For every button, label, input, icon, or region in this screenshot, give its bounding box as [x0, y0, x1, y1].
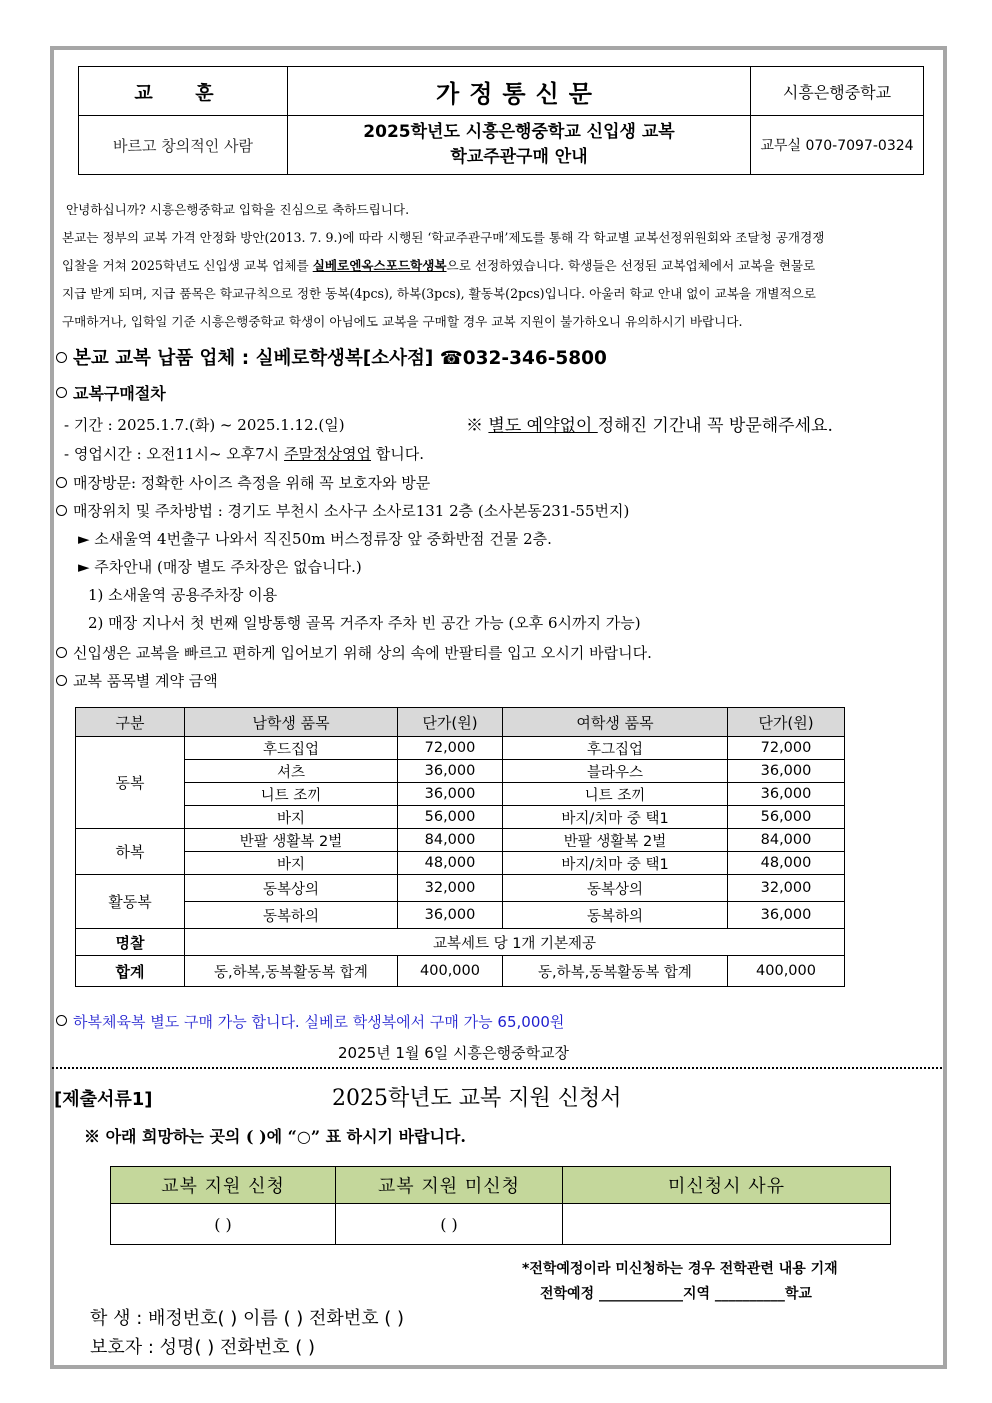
group-summer: 하복	[76, 829, 185, 875]
table-cell: 반팔 생활복 2벌	[503, 829, 728, 852]
col-category: 구분	[76, 708, 185, 737]
intro-line-1: 본교는 정부의 교복 가격 안정화 방안(2013. 7. 9.)에 따라 시행된 ‘학교주관구매’제도를 통해 각 학교별 교복선정위원회와 조달청 공개경쟁	[62, 230, 825, 245]
store-location: 매장위치 및 주차방법 : 경기도 부천시 소사구 소사로131 2층 (소사본동231-55번지)	[56, 500, 629, 521]
table-cell: 바지/치마 중 택1	[503, 806, 728, 829]
purchase-period: - 기간 : 2025.1.7.(화) ~ 2025.1.12.(일)	[64, 416, 345, 434]
name-tag-desc: 교복세트 당 1개 기본제공	[185, 929, 845, 956]
table-cell: 바지	[185, 806, 398, 829]
document-title: 가정통신문	[288, 67, 751, 116]
not-apply-checkbox[interactable]: ( )	[336, 1204, 563, 1245]
intro-text	[62, 196, 950, 336]
reason-field[interactable]	[563, 1204, 891, 1245]
period-note: ※ 별도 예약없이 정해진 기간내 꼭 방문해주세요.	[466, 416, 833, 436]
table-cell: 84,000	[398, 829, 503, 852]
circle-bullet-icon	[56, 387, 67, 398]
notice-subtitle: 2025학년도 시흥은행중학교 신입생 교복 학교주관구매 안내	[288, 116, 751, 175]
price-table	[75, 707, 845, 987]
table-cell: 후드집업	[185, 737, 398, 760]
table-cell: 동,하복,동복활동복 합계	[185, 956, 398, 987]
table-cell: 36,000	[728, 783, 845, 806]
circle-bullet-icon	[56, 1015, 67, 1026]
table-cell: 36,000	[728, 760, 845, 783]
form-title: 2025학년도 교복 지원 신청서	[332, 1086, 622, 1111]
student-info-line[interactable]: 학 생 : 배정번호( ) 이름 ( ) 전화번호 ( )	[90, 1308, 405, 1329]
table-cell: 동복하의	[185, 902, 398, 929]
price-title: 교복 품목별 계약 금액	[56, 670, 218, 691]
table-cell: 32,000	[728, 875, 845, 902]
table-cell: 동복하의	[503, 902, 728, 929]
table-cell: 니트 조끼	[185, 783, 398, 806]
application-table	[110, 1166, 891, 1245]
form-instruction: ※ 아래 희망하는 곳의 ( )에 “○” 표 하시기 바랍니다.	[84, 1127, 466, 1146]
school-name: 시흥은행중학교	[751, 67, 924, 116]
group-winter: 동복	[76, 737, 185, 829]
business-hours: - 영업시간 : 오전11시~ 오후7시 주말정상영업 합니다.	[64, 445, 425, 463]
vendor-line: 본교 교복 납품 업체 : 실베로학생복[소사점] ☎032-346-5800	[56, 344, 607, 370]
col-boys-item: 남학생 품목	[185, 708, 398, 737]
vendor-name: 실베로엔옥스포드학생복	[312, 258, 447, 273]
col-reason: 미신청시 사유	[563, 1167, 891, 1204]
table-cell: 72,000	[398, 737, 503, 760]
motto-title: 교 훈	[79, 67, 288, 116]
date-signature: 2025년 1월 6일 시흥은행중학교장	[338, 1044, 569, 1062]
table-cell: 36,000	[398, 760, 503, 783]
table-cell: 32,000	[398, 875, 503, 902]
table-cell: 400,000	[398, 956, 503, 987]
procedure-title: 교복구매절차	[56, 381, 166, 404]
table-cell: 반팔 생활복 2벌	[185, 829, 398, 852]
cut-line	[52, 1067, 942, 1069]
form-tag: [제출서류1]	[54, 1089, 153, 1110]
transfer-line[interactable]: 전학예정 ____________지역 __________학교	[540, 1286, 812, 1302]
table-cell: 셔츠	[185, 760, 398, 783]
table-cell: 56,000	[398, 806, 503, 829]
col-not-apply: 교복 지원 미신청	[336, 1167, 563, 1204]
table-cell: 36,000	[398, 783, 503, 806]
transfer-note: *전학예정이라 미신청하는 경우 전학관련 내용 기재	[522, 1261, 838, 1277]
intro-line-2: 입찰을 거쳐 2025학년도 신입생 교복 업체를 실베로엔옥스포드학생복으로 선정하였습니다. 학생들은 선정된 교복업체에서 교복을 현물로	[62, 258, 816, 273]
col-apply: 교복 지원 신청	[111, 1167, 336, 1204]
table-cell: 48,000	[728, 852, 845, 875]
table-cell: 동복상의	[503, 875, 728, 902]
apply-checkbox[interactable]: ( )	[111, 1204, 336, 1245]
table-cell: 400,000	[728, 956, 845, 987]
table-cell: 바지/치마 중 택1	[503, 852, 728, 875]
table-cell: 72,000	[728, 737, 845, 760]
greeting: 안녕하십니까? 시흥은행중학교 입학을 진심으로 축하드립니다.	[66, 202, 410, 217]
table-cell: 36,000	[398, 902, 503, 929]
table-cell: 동복상의	[185, 875, 398, 902]
school-motto: 바르고 창의적인 사람	[79, 116, 288, 175]
directions: ► 소새울역 4번출구 나와서 직진50m 버스정류장 앞 중화반점 건물 2층.	[78, 530, 552, 548]
table-cell: 니트 조끼	[503, 783, 728, 806]
store-visit: 매장방문: 정확한 사이즈 측정을 위해 꼭 보호자와 방문	[56, 472, 430, 493]
table-cell: 84,000	[728, 829, 845, 852]
table-cell: 56,000	[728, 806, 845, 829]
office-phone: 교무실 070-7097-0324	[751, 116, 924, 175]
circle-bullet-icon	[56, 477, 67, 488]
intro-line-3: 지급 받게 되며, 지급 품목은 학교규칙으로 정한 동복(4pcs), 하복(3pcs), 활동복(2pcs)입니다. 아울러 학교 안내 없이 교복을 개별적으로	[62, 286, 816, 301]
guardian-info-line[interactable]: 보호자 : 성명( ) 전화번호 ( )	[90, 1337, 315, 1358]
group-activity: 활동복	[76, 875, 185, 929]
circle-bullet-icon	[56, 675, 67, 686]
pe-uniform-note: 하복체육복 별도 구매 가능 합니다. 실베로 학생복에서 구매 가능 65,000원	[56, 1011, 564, 1032]
table-cell: 48,000	[398, 852, 503, 875]
circle-bullet-icon	[56, 505, 67, 516]
circle-bullet-icon	[56, 647, 67, 658]
group-name-tag: 명찰	[76, 929, 185, 956]
table-cell: 후그집업	[503, 737, 728, 760]
parking-option-1: 1) 소새울역 공용주차장 이용	[88, 586, 278, 604]
circle-bullet-icon	[56, 352, 67, 363]
col-girls-price: 단가(원)	[728, 708, 845, 737]
parking-guide: ► 주차안내 (매장 별도 주차장은 없습니다.)	[78, 558, 362, 576]
table-cell: 블라우스	[503, 760, 728, 783]
header-table	[78, 66, 924, 175]
table-cell: 바지	[185, 852, 398, 875]
intro-line-4: 구매하거나, 입학일 기준 시흥은행중학교 학생이 아님에도 교복을 구매할 경우 교복 지원이 불가하오니 유의하시기 바랍니다.	[62, 314, 743, 329]
parking-option-2: 2) 매장 지나서 첫 번째 일방통행 골목 거주자 주차 빈 공간 가능 (오후 6시까지 가능)	[88, 614, 641, 632]
group-total: 합계	[76, 956, 185, 987]
tshirt-note: 신입생은 교복을 빠르고 편하게 입어보기 위해 상의 속에 반팔티를 입고 오시기 바랍니다.	[56, 642, 652, 663]
table-cell: 36,000	[728, 902, 845, 929]
col-boys-price: 단가(원)	[398, 708, 503, 737]
col-girls-item: 여학생 품목	[503, 708, 728, 737]
table-cell: 동,하복,동복활동복 합계	[503, 956, 728, 987]
